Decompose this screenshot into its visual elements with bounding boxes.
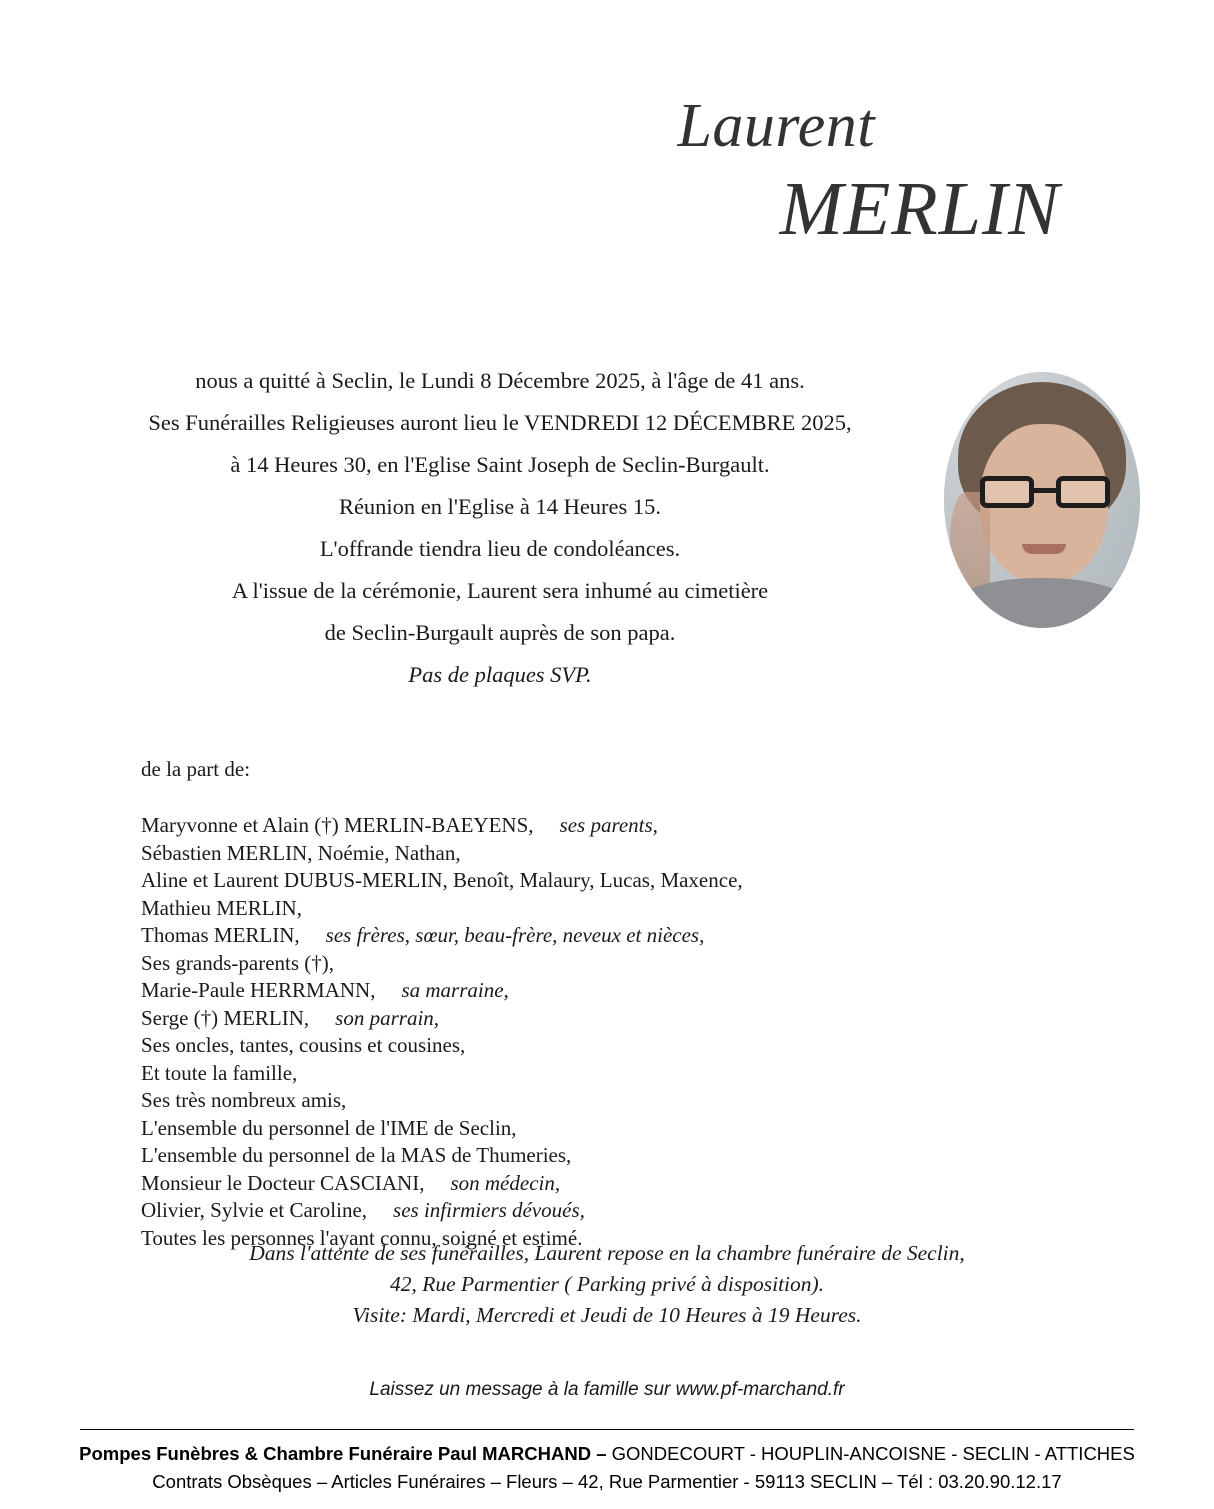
family-name: Olivier, Sylvie et Caroline, [141, 1198, 368, 1222]
announcement-note: Pas de plaques SVP. [408, 662, 592, 687]
announcement-line-1: nous a quitté à Seclin, le Lundi 8 Décembre 2025, à l'âge de 41 ans. [195, 368, 805, 393]
list-item [141, 1142, 981, 1170]
family-name: Ses grands-parents (†), [141, 950, 335, 975]
chamber-line-3: Visite: Mardi, Mercredi et Jeudi de 10 Heures à 19 Heures. [352, 1303, 862, 1327]
list-item [141, 950, 981, 978]
family-name: Et toute la famille, [141, 1060, 298, 1085]
funeral-chamber-info [80, 1238, 1134, 1331]
family-list [141, 812, 981, 1252]
family-name: Marie-Paule HERRMANN, [141, 978, 376, 1002]
announcement-line-5: L'offrande tiendra lieu de condoléances. [319, 536, 681, 561]
family-name: Thomas MERLIN, [141, 923, 300, 947]
family-relation [346, 1088, 372, 1112]
footer-line-2: Contrats Obsèques – Articles Funéraires – Fleurs – 42, Rue Parmentier - 59113 SECLIN – Tél : 03.20.90.12.17 [152, 1471, 1062, 1492]
announcement-text [60, 360, 940, 696]
from-label: de la part de: [141, 757, 251, 781]
list-item [141, 922, 981, 950]
list-item [141, 1005, 981, 1033]
portrait-mouth [1022, 544, 1066, 554]
company-locations: GONDECOURT - HOUPLIN-ANCOISNE - SECLIN - ATTICHES [606, 1443, 1135, 1464]
family-relation [465, 1033, 491, 1057]
family-relation [517, 1116, 543, 1140]
list-item [141, 1197, 981, 1225]
family-relation: ses frères, sœur, beau-frère, neveux et nièces, [325, 923, 705, 947]
family-name: Toutes les personnes l'ayant connu, soigné et estimé. [141, 1225, 583, 1250]
glasses-left-lens [980, 476, 1034, 508]
family-relation: son médecin, [450, 1170, 561, 1195]
family-name: Sébastien MERLIN, Noémie, Nathan, [141, 840, 461, 865]
footer-divider [80, 1429, 1134, 1430]
deceased-name-block [0, 92, 1090, 251]
company-name: Pompes Funèbres & Chambre Funéraire Paul MARCHAND – [79, 1443, 607, 1464]
announcement-line-4: Réunion en l'Eglise à 14 Heures 15. [338, 494, 662, 519]
announcement-line-2: Ses Funérailles Religieuses auront lieu le VENDREDI 12 DÉCEMBRE 2025, [148, 410, 852, 435]
glasses-bridge [1034, 488, 1056, 493]
portrait-photo [944, 372, 1140, 628]
list-item [141, 840, 981, 868]
list-item [141, 867, 981, 895]
family-relation: ses parents, [559, 813, 658, 837]
family-relation [302, 896, 328, 920]
chamber-line-2: 42, Rue Parmentier ( Parking privé à disposition). [389, 1272, 825, 1296]
list-item [141, 1060, 981, 1088]
family-relation: sa marraine, [401, 978, 509, 1002]
list-item [141, 977, 981, 1005]
family-name: Ses très nombreux amis, [141, 1088, 347, 1112]
footer [60, 1440, 1154, 1496]
family-relation [743, 868, 769, 892]
glasses-icon [980, 476, 1110, 510]
family-name: Mathieu MERLIN, [141, 895, 302, 920]
first-name: Laurent [677, 92, 875, 160]
announcement-line-3: à 14 Heures 30, en l'Eglise Saint Joseph de Seclin-Burgault. [230, 452, 770, 477]
announcement-line-7: de Seclin-Burgault auprès de son papa. [324, 620, 676, 645]
family-name: Aline et Laurent DUBUS-MERLIN, Benoît, Malaury, Lucas, Maxence, [141, 868, 743, 892]
list-item [141, 895, 981, 923]
list-item [141, 812, 981, 840]
family-relation: ses infirmiers dévoués, [393, 1198, 585, 1222]
family-relation [334, 951, 360, 975]
family-name: Ses oncles, tantes, cousins et cousines, [141, 1033, 466, 1057]
family-relation [571, 1143, 597, 1167]
list-item [141, 1115, 981, 1143]
family-relation: son parrain, [335, 1005, 440, 1030]
footer-line-1 [60, 1440, 1154, 1468]
chamber-line-1: Dans l'attente de ses funérailles, Laurent repose en la chambre funéraire de Seclin, [249, 1241, 965, 1265]
announcement-line-6: A l'issue de la cérémonie, Laurent sera inhumé au cimetière [231, 578, 769, 603]
family-name: L'ensemble du personnel de la MAS de Thumeries, [141, 1143, 572, 1167]
family-name: Monsieur le Docteur CASCIANI, [141, 1170, 425, 1195]
glasses-right-lens [1056, 476, 1110, 508]
list-item [141, 1170, 981, 1198]
family-name: Serge (†) MERLIN, [141, 1005, 310, 1030]
portrait-shoulders [954, 578, 1130, 628]
leave-message-link[interactable]: Laissez un message à la famille sur www.pf-marchand.fr [369, 1379, 845, 1400]
family-relation [297, 1061, 323, 1085]
list-item [141, 1087, 981, 1115]
family-name: Maryvonne et Alain (†) MERLIN-BAEYENS, [141, 813, 534, 837]
family-relation [461, 841, 487, 865]
list-item [141, 1032, 981, 1060]
family-name: L'ensemble du personnel de l'IME de Seclin, [141, 1115, 517, 1140]
last-name: MERLIN [779, 167, 1060, 251]
